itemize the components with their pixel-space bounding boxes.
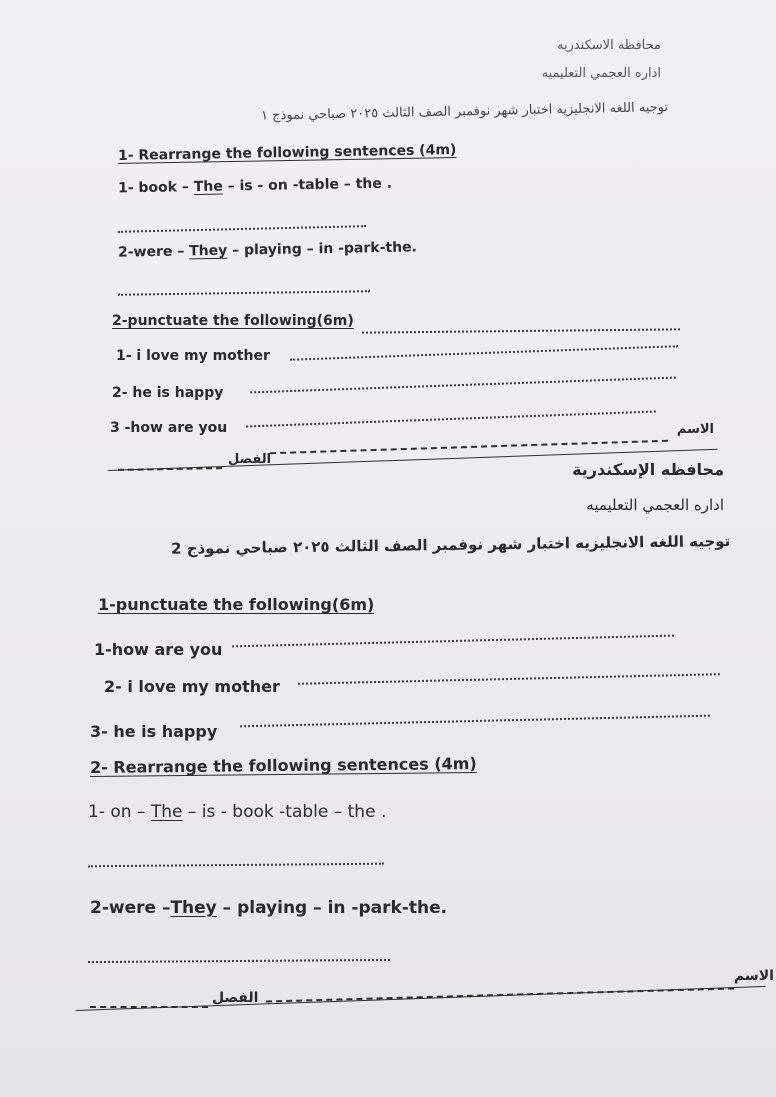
answer-line[interactable] xyxy=(240,715,710,728)
cut-line xyxy=(76,986,766,1011)
administration-label: اداره العجمي التعليميه xyxy=(586,496,724,514)
answer-line[interactable] xyxy=(232,635,674,648)
answer-line[interactable] xyxy=(88,959,390,963)
rearrange-item-2-post: – playing – in -park-the. xyxy=(227,239,418,259)
rearrange-item-1-underlined: The xyxy=(150,802,183,822)
administration-label: اداره العجمي التعليميه xyxy=(541,66,661,81)
governorate-label: محافظه الاسكندريه xyxy=(556,38,661,53)
governorate-label: محافظه الإسكندرية xyxy=(572,460,724,479)
q2-punctuate-title: 2-punctuate the following(6m) xyxy=(112,313,354,329)
class-label: الفصل xyxy=(228,452,272,467)
rearrange-item-1-pre: 1- book – xyxy=(117,179,194,197)
q1-punctuate-title: 1-punctuate the following(6m) xyxy=(98,595,375,614)
punctuate-item-1: 1- i love my mother xyxy=(116,348,270,364)
answer-line[interactable] xyxy=(88,863,384,868)
q1-rearrange-title: 1- Rearrange the following sentences (4m) xyxy=(117,142,457,164)
name-label: الاسم xyxy=(676,422,714,437)
answer-line[interactable] xyxy=(298,673,720,685)
name-label: الاسم xyxy=(734,968,774,984)
class-label: الفصل xyxy=(212,990,259,1006)
punctuate-item-2: 2- he is happy xyxy=(112,385,224,401)
rearrange-item-1-post: – is - book -table – the . xyxy=(182,802,387,822)
rearrange-item-2-underlined: They xyxy=(189,242,228,260)
q2-rearrange-title: 2- Rearrange the following sentences (4m) xyxy=(89,753,477,778)
punctuate-item-1: 1-how are you xyxy=(94,640,223,659)
rearrange-item-1-post: – is - on -table – the . xyxy=(222,175,393,195)
rearrange-item-2 xyxy=(90,898,447,918)
exam-title: توجيه اللغه الانجليزيه اختبار شهر نوفمبر الصف الثالث ٢٠٢٥ صباحي نموذج ١ xyxy=(260,100,669,124)
rearrange-item-2-pre: 2-were – xyxy=(90,898,171,918)
punctuate-item-3: 3 -how are you xyxy=(110,420,228,436)
rearrange-item-1-underlined: The xyxy=(193,178,223,196)
rearrange-item-1-pre: 1- on – xyxy=(88,802,151,822)
rearrange-item-2-post: – playing – in -park-the. xyxy=(216,898,448,918)
exam-title: توجيه اللغه الانجليزيه اختبار شهر نوفمبر الصف الثالث ٢٠٢٥ صباحي نموذج 2 xyxy=(170,532,731,558)
rearrange-item-2-pre: 2-were – xyxy=(117,243,190,261)
rearrange-item-1 xyxy=(88,802,386,822)
rearrange-item-2-underlined: They xyxy=(170,898,217,918)
punctuate-item-3: 3- he is happy xyxy=(90,722,218,741)
punctuate-item-2: 2- i love my mother xyxy=(104,677,280,696)
